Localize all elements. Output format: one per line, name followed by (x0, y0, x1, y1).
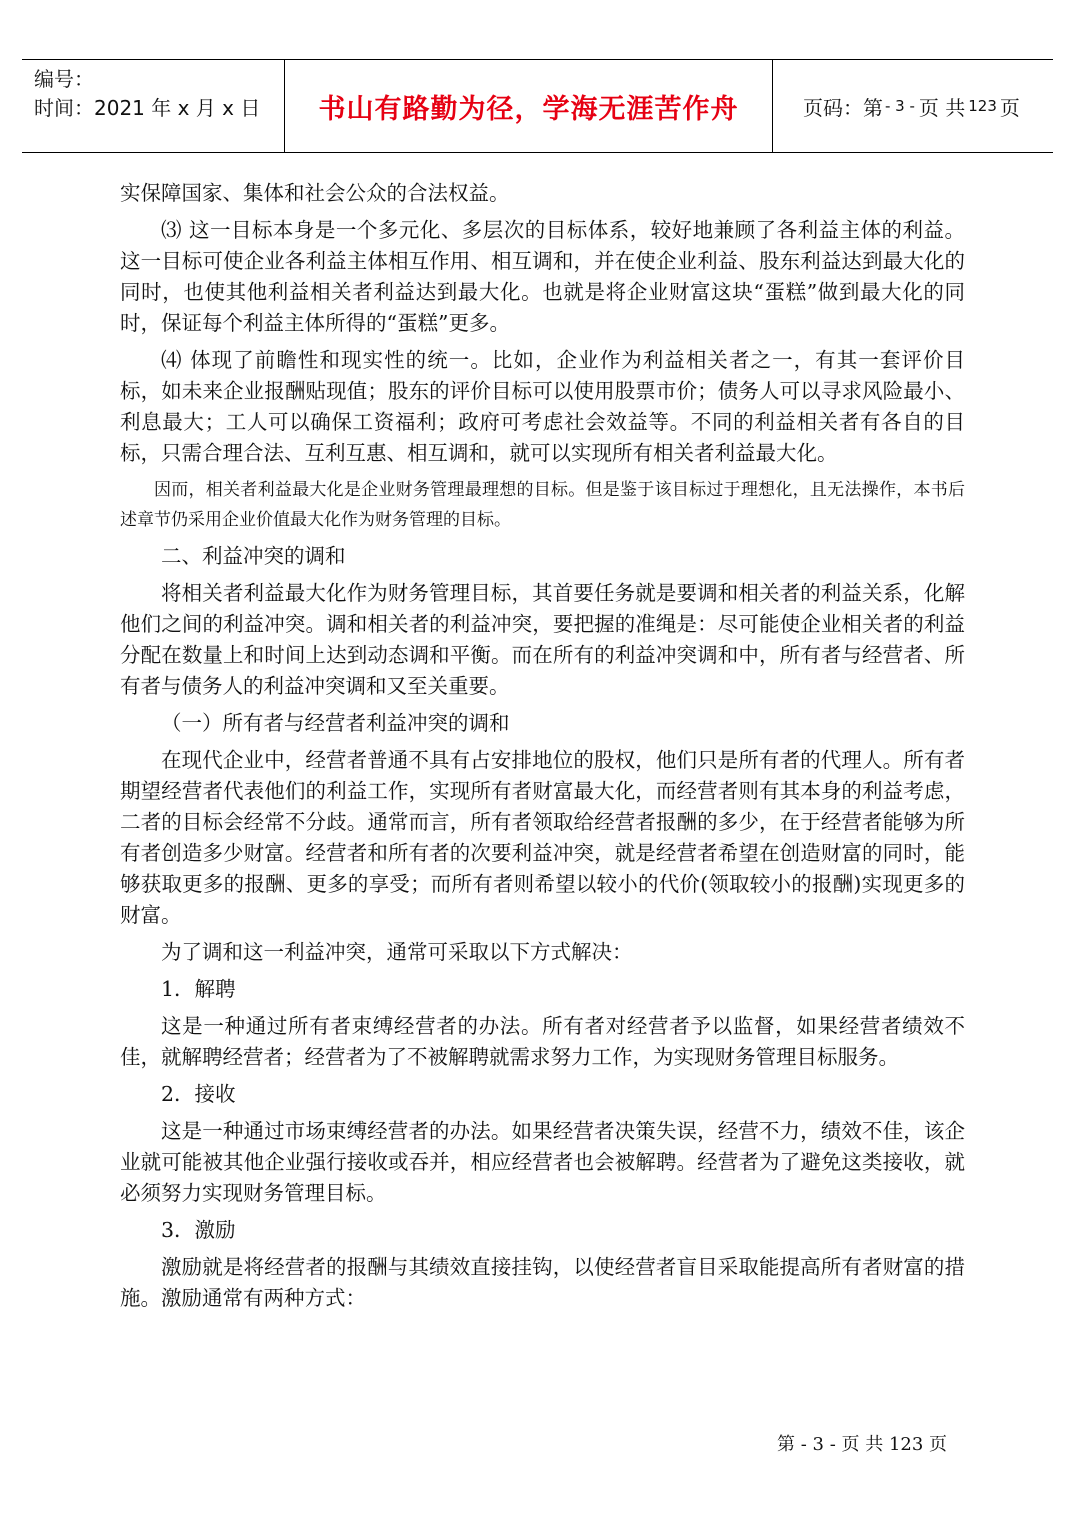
paragraph-note: 因而，相关者利益最大化是企业财务管理最理想的目标。但是鉴于该目标过于理想化，且无法操作，本书后述章节仍采用企业价值最大化作为财务管理的目标。 (120, 480, 965, 530)
page-suffix: 页 共 (918, 95, 966, 120)
item-heading: 2．接收 (161, 1082, 236, 1106)
page-footer: 第 - 3 - 页 共 123 页 (777, 1434, 948, 1455)
header-page-cell (773, 60, 1053, 152)
code-label: 编号： (34, 67, 94, 91)
section-heading: 二、利益冲突的调和 (161, 544, 346, 568)
page-header (22, 59, 1053, 153)
item-heading: 3．激励 (161, 1218, 236, 1242)
page-end: 页 (999, 95, 1020, 120)
paragraph: 激励就是将经营者的报酬与其绩效直接挂钩，以使经营者盲目采取能提高所有者财富的措施。激励通常有两种方式： (120, 1255, 965, 1310)
page-number: - 3 - (885, 97, 915, 115)
paragraph: 这是一种通过所有者束缚经营者的办法。所有者对经营者予以监督，如果经营者绩效不佳，就解聘经营者；经营者为了不被解聘就需求努力工作，为实现财务管理目标服务。 (120, 1014, 965, 1069)
paragraph: ⑶ 这一目标本身是一个多元化、多层次的目标体系，较好地兼顾了各利益主体的利益。这一目标可使企业各利益主体相互作用、相互调和，并在使企业利益、股东利益达到最大化的同时，也使其他利益相关者利益达到最大化。也就是将企业财富这块“蛋糕”做到最大化的同时，保证每个利益主体所得的“蛋糕”更多。 (120, 218, 965, 335)
page-prefix: 页码：第 (803, 95, 883, 120)
motto-text: 书山有路勤为径，学海无涯苦作舟 (318, 93, 739, 125)
document-body (120, 178, 965, 1320)
paragraph: 这是一种通过市场束缚经营者的办法。如果经营者决策失误，经营不力，绩效不佳，该企业就可能被其他企业强行接收或吞并，相应经营者也会被解聘。经营者为了避免这类接收，就必须努力实现财务管理目标。 (120, 1119, 965, 1205)
paragraph: 为了调和这一利益冲突，通常可采取以下方式解决： (161, 940, 633, 964)
header-meta-cell (22, 60, 285, 152)
subsection-heading: （一）所有者与经营者利益冲突的调和 (161, 711, 510, 735)
header-motto-cell (285, 60, 773, 152)
item-heading: 1．解聘 (161, 977, 236, 1001)
paragraph: 将相关者利益最大化作为财务管理目标，其首要任务就是要调和相关者的利益关系，化解他们之间的利益冲突。调和相关者的利益冲突，要把握的准绳是：尽可能使企业相关者的利益分配在数量上和时间上达到动态调和平衡。而在所有的利益冲突调和中，所有者与经营者、所有者与债务人的利益冲突调和又至关重要。 (120, 581, 965, 698)
paragraph: 实保障国家、集体和社会公众的合法权益。 (120, 181, 510, 205)
date-label: 时间：2021 年 x 月 x 日 (34, 96, 261, 120)
paragraph: 在现代企业中，经营者普通不具有占安排地位的股权，他们只是所有者的代理人。所有者期望经营者代表他们的利益工作，实现所有者财富最大化，而经营者则有其本身的利益考虑，二者的目标会经常不分歧。通常而言，所有者领取给经营者报酬的多少，在于经营者能够为所有者创造多少财富。经营者和所有者的次要利益冲突，就是经营者希望在创造财富的同时，能够获取更多的报酬、更多的享受；而所有者则希望以较小的代价(领取较小的报酬)实现更多的财富。 (120, 748, 965, 927)
page-total: 123 (968, 97, 997, 115)
paragraph: ⑷ 体现了前瞻性和现实性的统一。比如，企业作为利益相关者之一，有其一套评价目标，如未来企业报酬贴现值；股东的评价目标可以使用股票市价；债务人可以寻求风险最小、利息最大；工人可以确保工资福利；政府可考虑社会效益等。不同的利益相关者有各自的目标，只需合理合法、互利互惠、相互调和，就可以实现所有相关者利益最大化。 (120, 348, 965, 465)
